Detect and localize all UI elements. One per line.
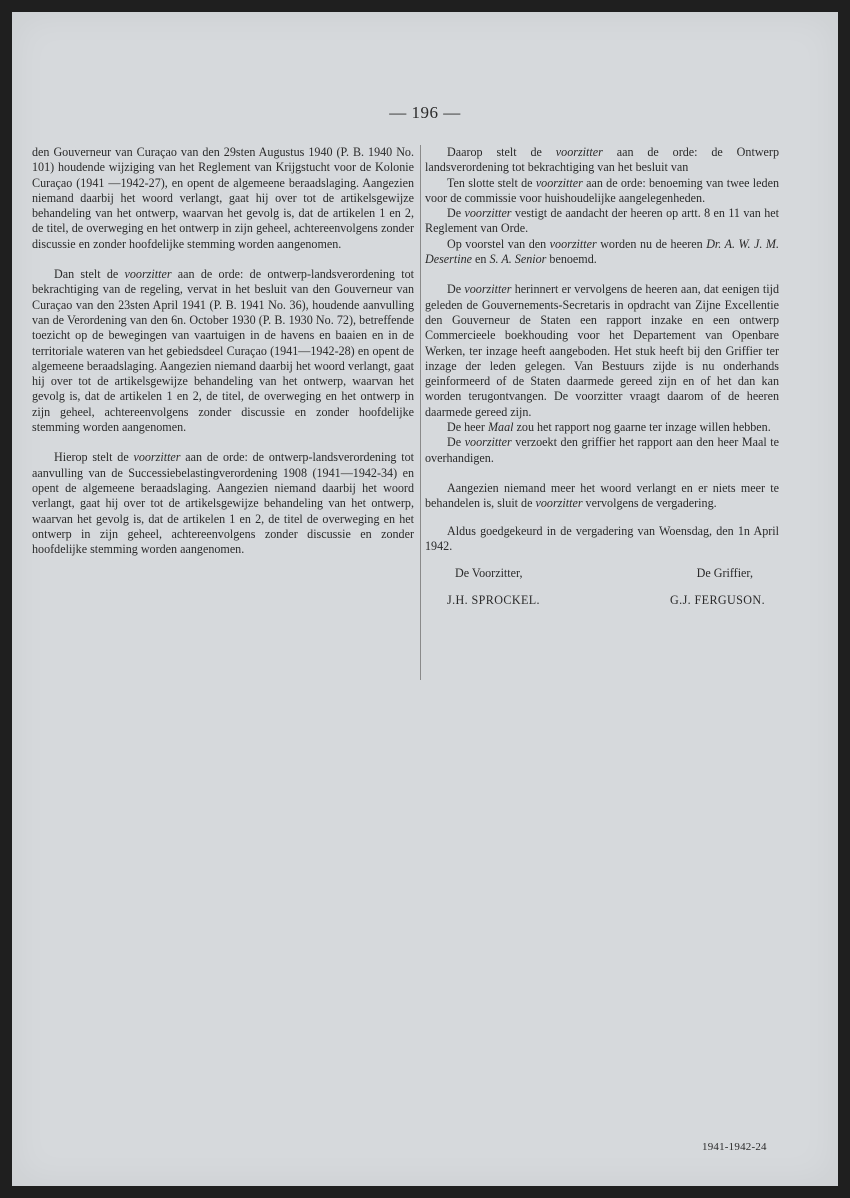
right-column	[425, 145, 779, 609]
paragraph-r7: De voorzitter verzoekt den griffier het rapport aan den heer Maal te overhandigen.	[425, 435, 779, 465]
page-number: — 196 —	[389, 103, 461, 122]
paragraph-r6: De heer Maal zou het rapport nog gaarne ter inzage willen hebben.	[447, 420, 771, 435]
clerk-title: De Griffier,	[696, 566, 753, 581]
clerk-name: G.J. FERGUSON.	[670, 593, 765, 608]
signature-titles	[425, 566, 779, 581]
signature-names	[425, 593, 779, 608]
chairman-title: De Voorzitter,	[455, 566, 523, 581]
paragraph-r9: Aldus goedgekeurd in de vergadering van Woensdag, den 1n April 1942.	[425, 523, 779, 553]
paragraph-r1: Daarop stelt de voorzitter aan de orde: de Ontwerp landsverordening tot bekrachtiging van het besluit van	[425, 145, 779, 175]
column-divider	[420, 145, 421, 680]
paragraph-r4: Op voorstel van den voorzitter worden nu de heeren Dr. A. W. J. M. Desertine en S. A. Senior benoemd.	[425, 236, 779, 267]
footer-code: 1941-1942-24	[702, 1141, 767, 1153]
paragraph-r2: Ten slotte stelt de voorzitter aan de orde: benoeming van twee leden voor de commissie voor huishoudelijke aangelegenheden.	[425, 175, 779, 205]
paragraph-r8: Aangezien niemand meer het woord verlangt en er niets meer te behandelen is, sluit de voorzitter vervolgens de vergadering.	[425, 480, 779, 511]
chairman-name: J.H. SPROCKEL.	[447, 593, 540, 608]
paragraph-r3: De voorzitter vestigt de aandacht der heeren op artt. 8 en 11 van het Reglement van Orde.	[425, 206, 779, 236]
paragraph-3: Hierop stelt de voorzitter aan de orde: de ontwerp-landsverordening tot aanvulling van de Successiebelastingverordening 1908 (1941—1942-34) en opent de algemeene beraadslaging. Aangezien niemand daarbij het woord verlangt, gaat hij over tot de artikelsgewijze behandeling van het ontwerp, waarvan het gevolg is, dat de artikelen 1 en 2, de titel de overweging en het ontwerp in zijn geheel, achtereenvolgens zonder discussie en zonder hoofdelijke stemming worden aangenomen.	[32, 450, 414, 557]
paragraph-1: den Gouverneur van Curaçao van den 29sten Augustus 1940 (P. B. 1940 No. 101) houdende wijziging van het Reglement van Krijgstucht voor de Kolonie Curaçao (1941 —1942-27), en opent de algemeene beraadslaging. Aangezien niemand daarbij het woord verlangt, gaat hij over tot de artikelsgewijze behandeling van het ontwerp, waarvan het gevolg is, dat de artikelen 1 en 2, de titel, de overweging en het ontwerp in zijn geheel, achtereenvolgens zonder discussie en zonder hoofdelijke stemming worden aangenomen.	[32, 145, 414, 251]
paragraph-r5: De voorzitter herinnert er vervolgens de heeren aan, dat eenigen tijd geleden de Gouvernements-Secretaris in opdracht van Zijne Excellentie den Gouverneur de Staten een rapport inzake en een ontwerp Commercieele boekhouding voor het Departement van Openbare Werken, ter inzage heeft aangeboden. Het stuk heeft bij den Griffier ter inzage der leden gelegen. Van Bestuurs zijde is nu onderhands geinformeerd of de Staten daarmede gereed zijn en of het dan kan worden terugontvangen. De voorzitter vraagt daarom of de heeren daarmede gereed zijn.	[425, 282, 779, 419]
left-column	[32, 145, 414, 557]
paragraph-2: Dan stelt de voorzitter aan de orde: de ontwerp-landsverordening tot bekrachtiging van de regeling, vervat in het besluit van den Gouverneur van Curaçao van den 23sten April 1941 (P. B. 1941 No. 36), houdende aanvulling van de Verordening van den 6n. October 1930 (P. B. 1930 No. 72), betreffende toezicht op de bewegingen van vaartuigen in de havens en baaien en in de territoriale wateren van het gebiedsdeel Curaçao (1941—1942-28) en opent de algemeene beraadslaging. Aangezien niemand daarbij het woord verlangt, gaat hij over tot de artikelsgewijze behandeling van het ontwerp, waarvan het gevolg is, dat de artikelen 1 en 2, de titel, de overweging en het ontwerp in zijn geheel, achtereenvolgens zonder discussie en zonder hoofdelijke stemming worden aangenomen.	[32, 267, 414, 435]
